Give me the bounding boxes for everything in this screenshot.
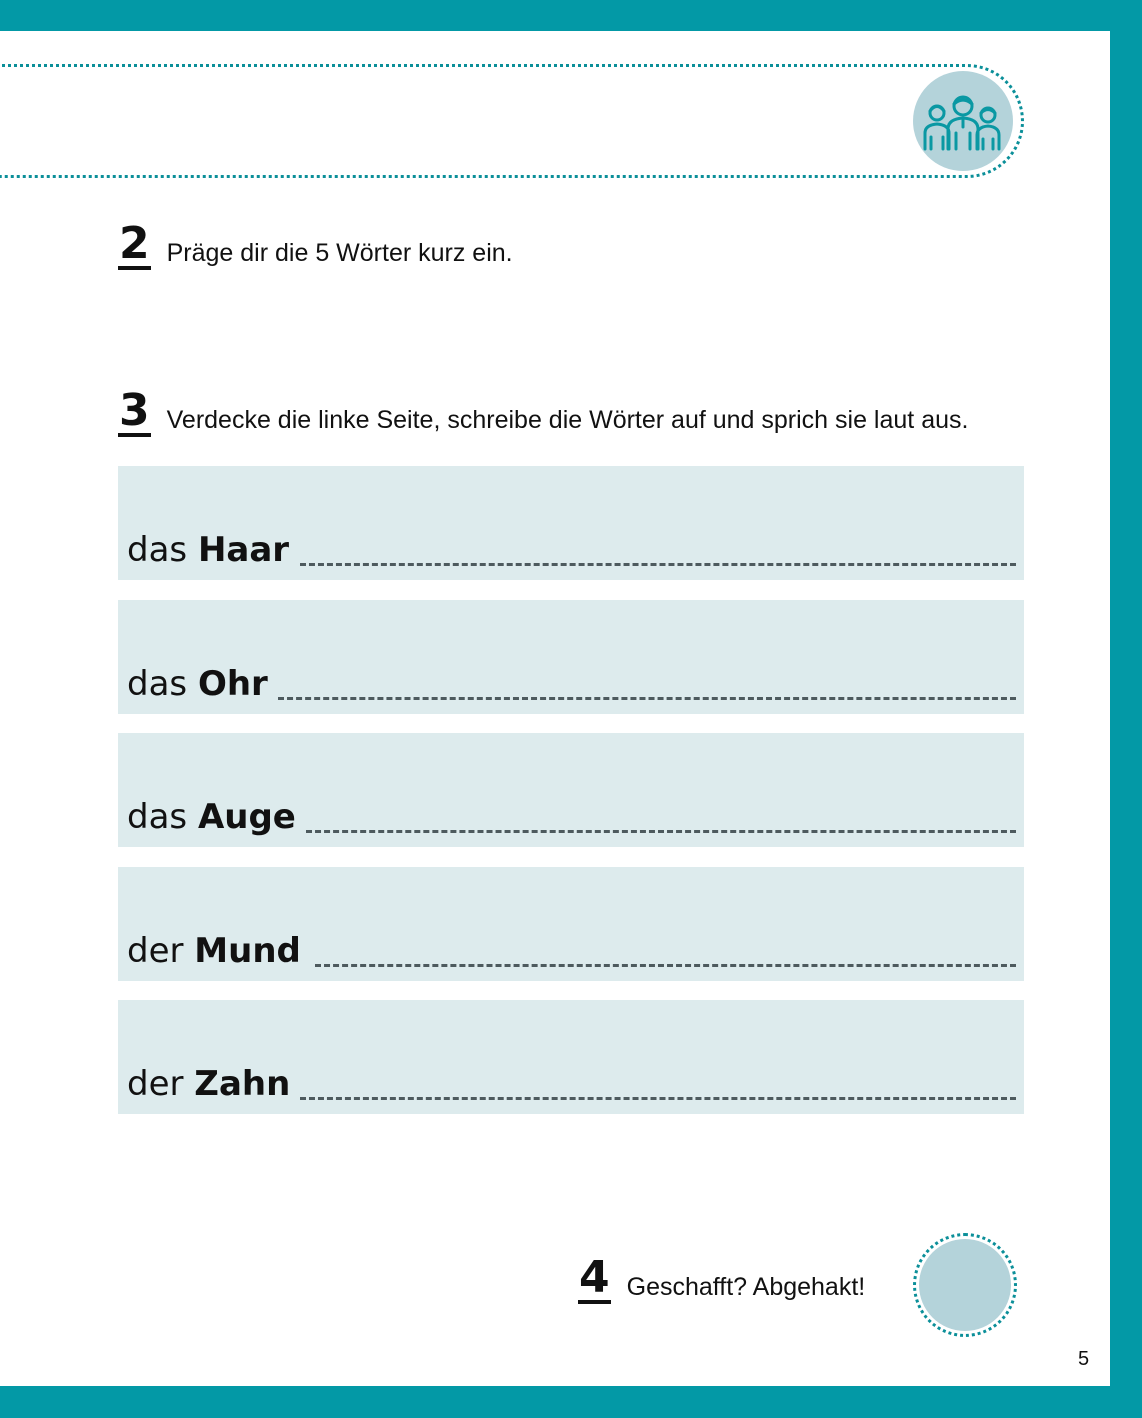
step-instruction: Verdecke die linke Seite, schreibe die Wörter auf und sprich sie laut aus. bbox=[166, 406, 969, 434]
word-label: das Auge bbox=[127, 797, 296, 837]
page-border-top bbox=[0, 0, 1142, 31]
step-2 bbox=[118, 218, 513, 270]
done-checkbox[interactable] bbox=[913, 1233, 1017, 1337]
word-label: das Haar bbox=[127, 530, 290, 570]
word-row-zahn bbox=[118, 1000, 1024, 1114]
page-border-bottom bbox=[0, 1386, 1142, 1418]
writing-line[interactable] bbox=[315, 964, 1016, 967]
step-4 bbox=[578, 1252, 866, 1304]
done-checkbox-fill bbox=[919, 1239, 1011, 1331]
header-band bbox=[0, 64, 1024, 178]
page-number: 5 bbox=[1078, 1348, 1090, 1370]
word-row-haar bbox=[118, 466, 1024, 580]
word-label: der Zahn bbox=[127, 1064, 291, 1104]
writing-line[interactable] bbox=[306, 830, 1016, 833]
word-row-mund bbox=[118, 867, 1024, 981]
header-badge bbox=[913, 71, 1013, 171]
writing-line[interactable] bbox=[278, 697, 1016, 700]
word-row-ohr bbox=[118, 600, 1024, 714]
writing-line[interactable] bbox=[300, 1097, 1016, 1100]
family-icon bbox=[921, 91, 1005, 151]
step-number: 2 bbox=[119, 218, 150, 269]
word-label: der Mund bbox=[127, 931, 301, 971]
step-number: 4 bbox=[579, 1252, 610, 1303]
step-instruction: Geschafft? Abgehakt! bbox=[626, 1273, 866, 1301]
word-label: das Ohr bbox=[127, 664, 268, 704]
writing-line[interactable] bbox=[300, 563, 1016, 566]
step-instruction: Präge dir die 5 Wörter kurz ein. bbox=[166, 239, 513, 267]
word-row-auge bbox=[118, 733, 1024, 847]
step-3 bbox=[118, 385, 969, 437]
step-number: 3 bbox=[119, 385, 150, 436]
page-border-right bbox=[1110, 0, 1142, 1418]
